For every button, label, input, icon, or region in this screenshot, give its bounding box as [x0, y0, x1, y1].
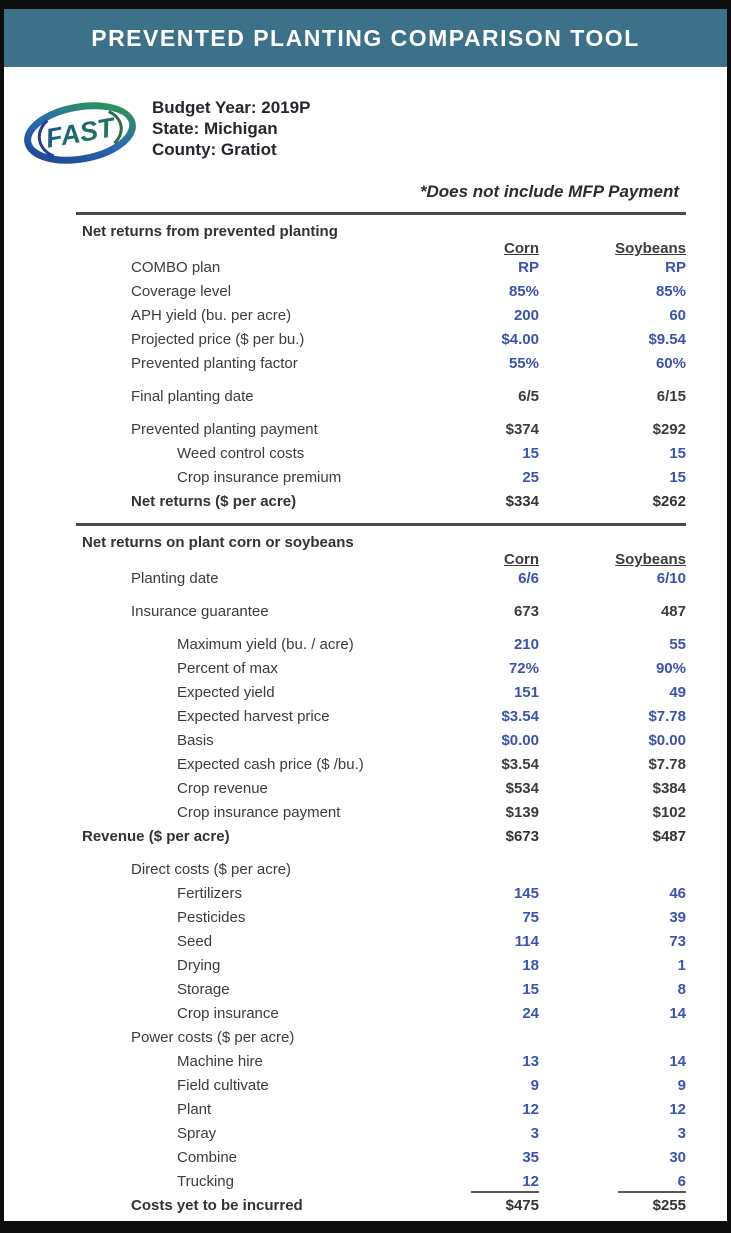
corn-value: $475	[505, 1197, 539, 1214]
soybeans-value[interactable]: 30	[669, 1149, 686, 1166]
row-label: Plant	[177, 1101, 212, 1118]
row-label: Basis	[177, 732, 214, 749]
table-row	[76, 469, 686, 493]
row-label: Field cultivate	[177, 1077, 269, 1094]
page-inner	[4, 9, 727, 1221]
row-label: Weed control costs	[177, 445, 305, 462]
corn-value[interactable]: 3	[530, 1125, 539, 1142]
fast-logo-graphic	[20, 93, 140, 173]
soybeans-value: $102	[652, 804, 686, 821]
column-header-corn: Corn	[504, 240, 539, 257]
row-label: Prevented planting factor	[131, 355, 298, 372]
row-label: Prevented planting payment	[131, 421, 318, 438]
row-label: Final planting date	[131, 388, 254, 405]
table-row	[76, 708, 686, 732]
row-label: Planting date	[131, 570, 219, 587]
corn-value[interactable]: 151	[513, 684, 539, 701]
corn-value[interactable]: $4.00	[501, 331, 539, 348]
row-label: Coverage level	[131, 283, 232, 300]
soybeans-value[interactable]: RP	[665, 259, 686, 276]
row-label: Drying	[177, 957, 221, 974]
section-header	[76, 526, 686, 570]
row-label: Expected yield	[177, 684, 275, 701]
row-label: Crop insurance	[177, 1005, 279, 1022]
row-label: APH yield (bu. per acre)	[131, 307, 292, 324]
corn-value[interactable]: 145	[513, 885, 539, 902]
corn-value[interactable]: 24	[522, 1005, 539, 1022]
soybeans-value: $384	[652, 780, 686, 797]
row-label: Trucking	[177, 1173, 234, 1190]
corn-value[interactable]: $0.00	[501, 732, 539, 749]
soybeans-value[interactable]: 49	[669, 684, 686, 701]
table-row	[76, 957, 686, 981]
state-label: State: Michigan	[152, 119, 278, 138]
table-row	[76, 933, 686, 957]
table-row	[76, 259, 686, 283]
row-label: Expected harvest price	[177, 708, 330, 725]
table-row	[76, 636, 686, 660]
soybeans-value[interactable]: 8	[677, 981, 686, 998]
corn-value[interactable]: 200	[513, 307, 539, 324]
table-row	[76, 388, 686, 412]
table-row	[76, 828, 686, 852]
row-label: Revenue ($ per acre)	[82, 828, 230, 845]
table-row	[76, 283, 686, 307]
row-label: Net returns ($ per acre)	[131, 493, 297, 510]
soybeans-value[interactable]: $7.78	[648, 708, 686, 725]
fast-logo-text: FAST	[43, 112, 117, 154]
row-label: Seed	[177, 933, 213, 950]
soybeans-value[interactable]: 39	[669, 909, 686, 926]
table-row	[76, 1101, 686, 1125]
soybeans-value[interactable]: $0.00	[648, 732, 686, 749]
soybeans-value: $292	[652, 421, 686, 438]
table-row	[76, 909, 686, 933]
soybeans-value[interactable]: 73	[669, 933, 686, 950]
page-title: PREVENTED PLANTING COMPARISON TOOL	[91, 24, 640, 51]
table-row	[76, 732, 686, 756]
soybeans-value: $7.78	[648, 756, 686, 773]
row-label: Direct costs ($ per acre)	[131, 861, 292, 878]
soybeans-value[interactable]: 1	[677, 957, 686, 974]
table-row	[76, 1173, 686, 1197]
section-title: Net returns from prevented planting	[82, 223, 338, 240]
table-row	[76, 355, 686, 379]
corn-value[interactable]: 12	[522, 1101, 539, 1118]
row-label: Crop insurance payment	[177, 804, 341, 821]
mfp-note: *Does not include MFP Payment	[419, 182, 679, 201]
corn-value[interactable]: 55%	[508, 355, 539, 372]
table-row	[76, 660, 686, 684]
content-area	[4, 67, 727, 1221]
row-label: Fertilizers	[177, 885, 243, 902]
fast-logo	[20, 93, 142, 178]
corn-value[interactable]: 85%	[508, 283, 539, 300]
soybeans-value[interactable]: 14	[669, 1053, 686, 1070]
table-row	[76, 684, 686, 708]
soybeans-value[interactable]: 60%	[655, 355, 686, 372]
corn-value: $334	[505, 493, 539, 510]
soybeans-value[interactable]: 6/10	[656, 570, 686, 587]
corn-value: $374	[505, 421, 539, 438]
table-row	[76, 331, 686, 355]
soybeans-value[interactable]: 3	[677, 1125, 686, 1142]
corn-value[interactable]: 6/6	[518, 570, 539, 587]
row-label: Crop revenue	[177, 780, 268, 797]
corn-value[interactable]: 9	[530, 1077, 539, 1094]
soybeans-value[interactable]: $9.54	[648, 331, 686, 348]
table-row	[76, 861, 686, 885]
row-label: Costs yet to be incurred	[131, 1197, 303, 1214]
soybeans-value: $255	[652, 1197, 686, 1214]
corn-value: $673	[505, 828, 539, 845]
soybeans-value: 6/15	[656, 388, 686, 405]
corn-value[interactable]: 72%	[508, 660, 539, 677]
title-bar	[4, 9, 727, 67]
row-label: Crop insurance premium	[177, 469, 342, 486]
row-label: COMBO plan	[131, 259, 221, 276]
corn-value: 6/5	[518, 388, 539, 405]
corn-value: $534	[505, 780, 539, 797]
corn-value[interactable]	[449, 1173, 539, 1193]
table-row	[76, 885, 686, 909]
corn-value: 673	[513, 603, 539, 620]
soybeans-value-text: 6	[618, 1173, 686, 1193]
corn-value[interactable]: $3.54	[501, 708, 539, 725]
soybeans-value[interactable]	[596, 1173, 686, 1193]
table-row	[76, 804, 686, 828]
row-label: Combine	[177, 1149, 238, 1166]
row-label: Expected cash price ($ /bu.)	[177, 756, 364, 773]
soybeans-value[interactable]: 9	[677, 1077, 686, 1094]
corn-value[interactable]: 25	[522, 469, 539, 486]
row-label: Insurance guarantee	[131, 603, 269, 620]
corn-value[interactable]: 13	[522, 1053, 539, 1070]
table-row	[76, 756, 686, 780]
corn-value[interactable]: 18	[522, 957, 539, 974]
table-row	[76, 307, 686, 331]
table-row	[76, 981, 686, 1005]
corn-value[interactable]: RP	[518, 259, 539, 276]
corn-value: $139	[505, 804, 539, 821]
soybeans-value[interactable]: 46	[669, 885, 686, 902]
table-row	[76, 1029, 686, 1053]
row-label: Maximum yield (bu. / acre)	[177, 636, 354, 653]
table-row	[76, 570, 686, 594]
soybeans-value[interactable]: 15	[669, 445, 686, 462]
budget-year-label: Budget Year: 2019P	[152, 98, 311, 117]
table-row	[76, 421, 686, 445]
soybeans-value[interactable]: 14	[669, 1005, 686, 1022]
row-label: Storage	[177, 981, 230, 998]
corn-value[interactable]: 114	[514, 933, 539, 950]
corn-value: $3.54	[501, 756, 539, 773]
table-row	[76, 1149, 686, 1173]
corn-value[interactable]: 15	[522, 445, 539, 462]
section-header	[76, 215, 686, 259]
row-label: Machine hire	[177, 1053, 263, 1070]
soybeans-value[interactable]: 90%	[655, 660, 686, 677]
soybeans-value: $262	[652, 493, 686, 510]
row-label: Pesticides	[177, 909, 246, 926]
column-header-soybeans: Soybeans	[615, 240, 686, 257]
table-row	[76, 603, 686, 627]
table-row	[76, 1005, 686, 1029]
corn-value[interactable]: 210	[513, 636, 539, 653]
county-label: County: Gratiot	[152, 140, 277, 159]
comparison-table	[76, 215, 686, 1221]
column-header-corn: Corn	[504, 551, 539, 568]
soybeans-value[interactable]: 85%	[655, 283, 686, 300]
soybeans-value: $487	[652, 828, 686, 845]
corn-value-text: 12	[471, 1173, 539, 1193]
corn-value[interactable]: 35	[522, 1149, 539, 1166]
soybeans-value[interactable]: 12	[669, 1101, 686, 1118]
column-header-soybeans: Soybeans	[615, 551, 686, 568]
corn-value[interactable]: 75	[522, 909, 539, 926]
row-label: Power costs ($ per acre)	[131, 1029, 295, 1046]
soybeans-value[interactable]: 15	[669, 469, 686, 486]
section-title: Net returns on plant corn or soybeans	[82, 534, 354, 551]
soybeans-value: 487	[660, 603, 686, 620]
table-row	[76, 445, 686, 469]
row-label: Projected price ($ per bu.)	[131, 331, 305, 348]
soybeans-value[interactable]: 60	[669, 307, 686, 324]
table-row	[76, 780, 686, 804]
soybeans-value[interactable]: 55	[669, 636, 686, 653]
table-row	[76, 1125, 686, 1149]
table-row	[76, 1053, 686, 1077]
row-label: Spray	[177, 1125, 217, 1142]
table-row	[76, 1197, 686, 1221]
top-block	[20, 93, 727, 178]
table-row	[76, 493, 686, 517]
budget-meta	[152, 93, 310, 178]
corn-value[interactable]: 15	[522, 981, 539, 998]
row-label: Percent of max	[177, 660, 278, 677]
table-row	[76, 1077, 686, 1101]
